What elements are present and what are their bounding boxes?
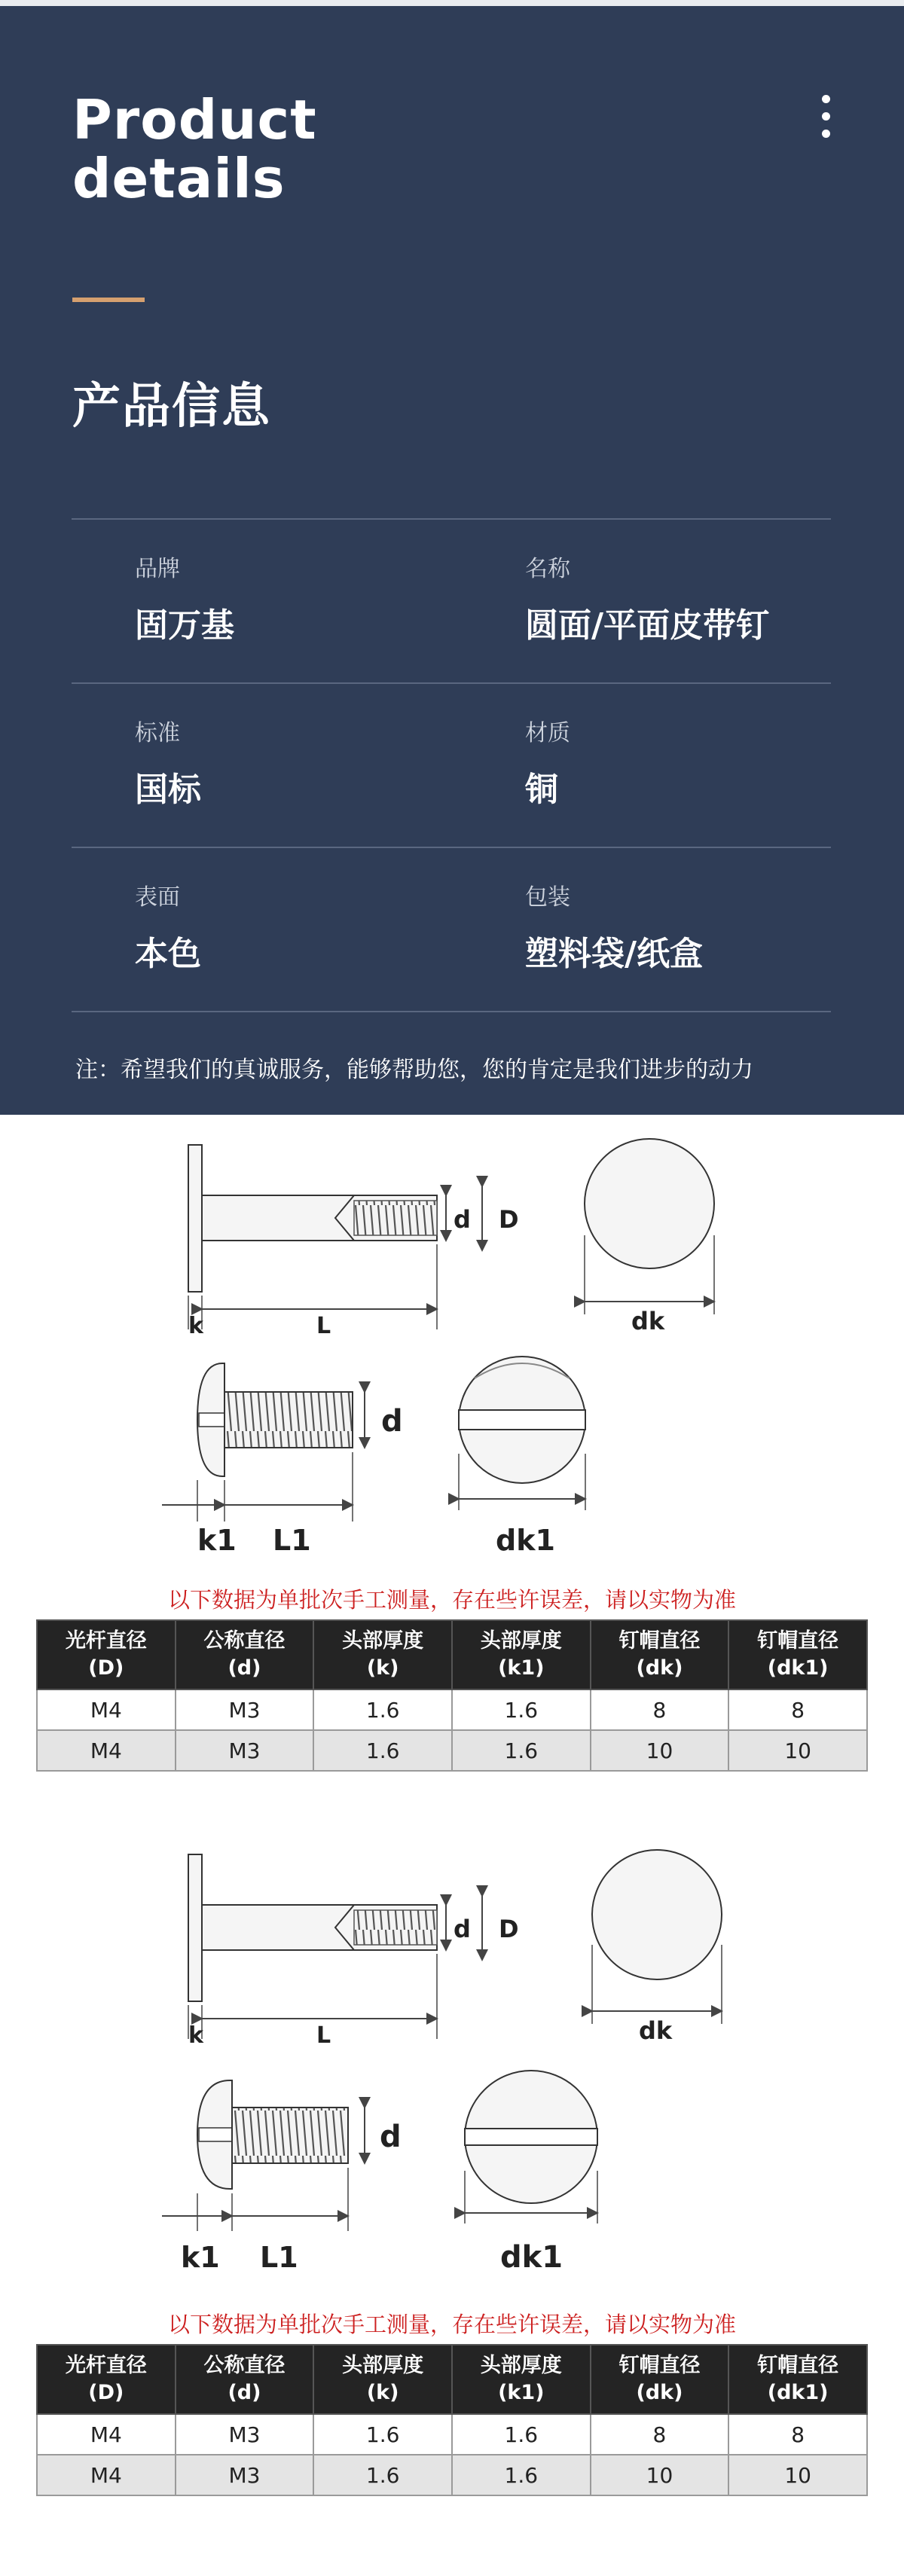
spec-value: 圆面/平面皮带钉 bbox=[525, 606, 770, 645]
spec-value: 本色 bbox=[135, 935, 201, 973]
label-D: D bbox=[499, 1205, 519, 1234]
product-details-header bbox=[0, 6, 904, 1115]
screw-dimension-diagram-2 bbox=[0, 1839, 904, 2306]
table-cell: 1.6 bbox=[313, 1730, 452, 1771]
table-cell: 1.6 bbox=[313, 2414, 452, 2455]
spec-label: 材质 bbox=[525, 720, 570, 746]
top-strip bbox=[0, 0, 904, 6]
flat-head-side-view bbox=[188, 1854, 482, 2039]
table-cell: 10 bbox=[728, 2455, 867, 2495]
table-cell: 8 bbox=[591, 2414, 729, 2455]
dimension-table bbox=[36, 1619, 868, 1772]
table-cell: 10 bbox=[591, 1730, 729, 1771]
table-cell: M4 bbox=[37, 2414, 176, 2455]
spec-value: 固万基 bbox=[135, 606, 234, 645]
table-row bbox=[37, 2455, 867, 2495]
label-k1: k1 bbox=[197, 1524, 237, 1557]
table-header-row bbox=[37, 2345, 867, 2414]
label-L1: L1 bbox=[273, 1524, 311, 1557]
flat-head-top-view bbox=[592, 1850, 722, 2024]
label-dk: dk bbox=[639, 2016, 673, 2045]
slotted-head-top-view bbox=[459, 1357, 585, 1510]
dimension-table bbox=[36, 2344, 868, 2496]
spec-label: 名称 bbox=[525, 556, 570, 582]
label-dk: dk bbox=[631, 1307, 665, 1335]
column-header: 公称直径 (d) bbox=[176, 2345, 314, 2414]
column-header: 钉帽直径 (dk) bbox=[591, 1620, 729, 1689]
column-header: 光杆直径 (D) bbox=[37, 2345, 176, 2414]
spec-label: 包装 bbox=[525, 884, 570, 911]
label-L1: L1 bbox=[260, 2241, 298, 2274]
slotted-head-side-view bbox=[162, 1363, 365, 1521]
table-cell: M3 bbox=[176, 2414, 314, 2455]
table-cell: M3 bbox=[176, 1730, 314, 1771]
table-row bbox=[37, 2414, 867, 2455]
table-cell: 1.6 bbox=[452, 1730, 591, 1771]
column-header: 公称直径 (d) bbox=[176, 1620, 314, 1689]
title-line-2: details bbox=[72, 147, 286, 210]
table-cell: 1.6 bbox=[452, 2455, 591, 2495]
title-line-1: Product bbox=[72, 88, 317, 151]
table-cell: 8 bbox=[728, 1689, 867, 1730]
table-cell: 10 bbox=[728, 1730, 867, 1771]
column-header: 头部厚度 (k1) bbox=[452, 1620, 591, 1689]
column-header: 钉帽直径 (dk1) bbox=[728, 2345, 867, 2414]
table-cell: 10 bbox=[591, 2455, 729, 2495]
label-d-2: d bbox=[380, 2120, 402, 2154]
table-cell: M3 bbox=[176, 2455, 314, 2495]
table-cell: 1.6 bbox=[313, 1689, 452, 1730]
measurement-disclaimer: 以下数据为单批次手工测量，存在些许误差，请以实物为准 bbox=[167, 1587, 736, 1613]
dimension-section-1 bbox=[0, 1115, 904, 1808]
label-d: d bbox=[454, 1205, 471, 1234]
column-header: 钉帽直径 (dk) bbox=[591, 2345, 729, 2414]
label-d-2: d bbox=[381, 1404, 403, 1439]
flat-head-side-view bbox=[188, 1145, 482, 1329]
label-k1: k1 bbox=[181, 2241, 220, 2274]
flat-head-top-view bbox=[585, 1139, 714, 1314]
more-vertical-icon[interactable] bbox=[818, 95, 833, 154]
column-header: 头部厚度 (k) bbox=[313, 2345, 452, 2414]
service-note: 注：希望我们的真诚服务，能够帮助您，您的肯定是我们进步的动力 bbox=[75, 1057, 753, 1083]
spec-label: 品牌 bbox=[135, 556, 180, 582]
label-k: k bbox=[188, 2022, 203, 2049]
table-cell: M4 bbox=[37, 2455, 176, 2495]
table-cell: 1.6 bbox=[452, 1689, 591, 1730]
label-k: k bbox=[188, 1313, 203, 1339]
spec-row bbox=[72, 682, 831, 847]
label-L: L bbox=[316, 1313, 331, 1339]
spec-row bbox=[72, 847, 831, 1012]
table-cell: M3 bbox=[176, 1689, 314, 1730]
dimension-section-2 bbox=[0, 1839, 904, 2562]
table-cell: 8 bbox=[591, 1689, 729, 1730]
spec-value: 铜 bbox=[525, 771, 558, 809]
label-dk1: dk1 bbox=[500, 2240, 563, 2275]
page-title bbox=[72, 90, 317, 208]
column-header: 头部厚度 (k) bbox=[313, 1620, 452, 1689]
table-cell: 1.6 bbox=[452, 2414, 591, 2455]
slotted-head-side-view bbox=[162, 2080, 365, 2231]
table-cell: M4 bbox=[37, 1689, 176, 1730]
table-cell: 1.6 bbox=[313, 2455, 452, 2495]
table-header-row bbox=[37, 1620, 867, 1689]
column-header: 头部厚度 (k1) bbox=[452, 2345, 591, 2414]
spec-label: 标准 bbox=[135, 720, 180, 746]
section-title-cn: 产品信息 bbox=[72, 379, 271, 435]
column-header: 钉帽直径 (dk1) bbox=[728, 1620, 867, 1689]
table-cell: 8 bbox=[728, 2414, 867, 2455]
measurement-disclaimer: 以下数据为单批次手工测量，存在些许误差，请以实物为准 bbox=[167, 2312, 736, 2337]
spec-value: 国标 bbox=[135, 771, 201, 809]
table-row bbox=[37, 1689, 867, 1730]
label-D: D bbox=[499, 1915, 519, 1943]
label-dk1: dk1 bbox=[496, 1524, 555, 1557]
spec-row bbox=[72, 518, 831, 682]
spec-value: 塑料袋/纸盒 bbox=[525, 935, 704, 973]
column-header: 光杆直径 (D) bbox=[37, 1620, 176, 1689]
spec-label: 表面 bbox=[135, 884, 180, 911]
table-cell: M4 bbox=[37, 1730, 176, 1771]
slotted-head-top-view bbox=[465, 2071, 597, 2223]
accent-divider bbox=[72, 298, 145, 302]
screw-dimension-diagram-1 bbox=[0, 1115, 904, 1582]
label-d: d bbox=[454, 1915, 471, 1943]
label-L: L bbox=[316, 2022, 331, 2049]
table-row bbox=[37, 1730, 867, 1771]
